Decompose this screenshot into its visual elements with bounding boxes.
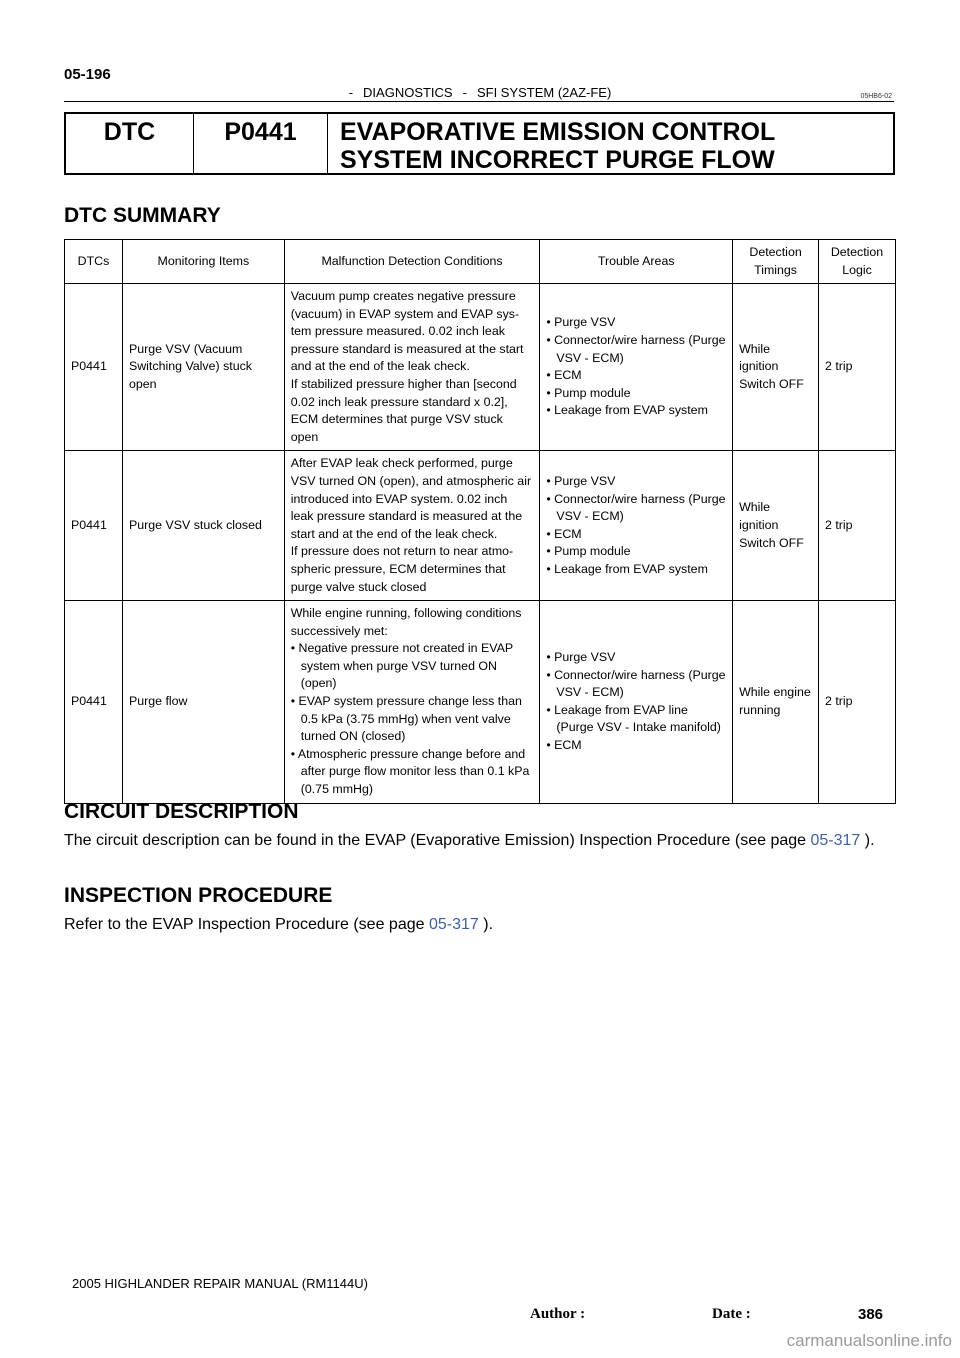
watermark: carmanualsonline.info [786, 1331, 952, 1350]
dtc-summary-table [64, 239, 896, 804]
conditions-list [291, 640, 534, 798]
trouble-area-item: • Purge VSV [546, 649, 726, 667]
column-header: Monitoring Items [122, 240, 284, 284]
trouble-area-item: • Leakage from EVAP system [546, 402, 726, 420]
circuit-page-link[interactable]: 05-317 [810, 832, 861, 849]
header-rule [64, 101, 894, 102]
trouble-areas-list [546, 473, 726, 579]
trouble-areas-cell [540, 284, 733, 451]
running-header [0, 85, 960, 100]
trouble-areas-cell [540, 601, 733, 804]
conditions-text: After EVAP leak check performed, purge VSV turned ON (open), and atmospheric air introduced into EVAP system. 0.02 inch leak pressure standard is measured at the start and at the end of the leak check. If pressure does not return to near atmo-spheric pressure, ECM determines that purge valve stuck closed [290, 456, 532, 594]
trouble-area-item: • Connector/wire harness (Purge VSV - ECM) [546, 667, 726, 702]
trouble-area-item: • ECM [546, 367, 726, 385]
detection-timing-cell: While ignition Switch OFF [733, 284, 819, 451]
table-row [65, 601, 896, 804]
column-header: Malfunction Detection Conditions [284, 240, 540, 284]
trouble-area-item: • Leakage from EVAP line (Purge VSV - Intake manifold) [546, 702, 726, 737]
detection-logic-cell: 2 trip [819, 601, 896, 804]
footer-date-label: Date : [712, 1306, 751, 1322]
dtc-cell: P0441 [65, 284, 123, 451]
trouble-area-item: • Pump module [546, 543, 726, 561]
trouble-area-item: • Purge VSV [546, 473, 726, 491]
dtc-code: P0441 [194, 114, 328, 173]
trouble-areas-list [546, 649, 726, 755]
dtc-cell: P0441 [65, 601, 123, 804]
condition-item: • Negative pressure not created in EVAP system when purge VSV turned ON (open) [291, 640, 534, 693]
trouble-area-item: • Pump module [546, 385, 726, 403]
inspection-text: Refer to the EVAP Inspection Procedure (see page [64, 916, 429, 933]
trouble-area-item: • ECM [546, 737, 726, 755]
detection-conditions-cell [284, 451, 540, 601]
circuit-description-text [64, 829, 896, 853]
column-header: Trouble Areas [540, 240, 733, 284]
trouble-areas-list [546, 314, 726, 420]
inspection-procedure-heading: INSPECTION PROCEDURE [64, 884, 333, 907]
header-subsection: SFI SYSTEM (2AZ-FE) [476, 85, 612, 100]
condition-item: • Atmospheric pressure change before and after purge flow monitor less than 0.1 kPa (0.75 mmHg) [291, 746, 534, 799]
detection-conditions-cell [284, 284, 540, 451]
trouble-area-item: • Leakage from EVAP system [546, 561, 726, 579]
monitoring-item-cell: Purge flow [122, 601, 284, 804]
page-number: 05-196 [64, 66, 111, 83]
detection-conditions-cell [284, 601, 540, 804]
detection-logic-cell: 2 trip [819, 284, 896, 451]
dtc-label: DTC [66, 114, 194, 173]
dtc-summary-heading: DTC SUMMARY [64, 204, 221, 227]
footer-manual-title: 2005 HIGHLANDER REPAIR MANUAL (RM1144U) [72, 1276, 368, 1291]
detection-timing-cell: While ignition Switch OFF [733, 451, 819, 601]
trouble-areas-cell [540, 451, 733, 601]
inspection-text-end: ). [478, 916, 494, 933]
dtc-cell: P0441 [65, 451, 123, 601]
header-section: DIAGNOSTICS [363, 85, 453, 100]
table-row [65, 451, 896, 601]
monitoring-item-cell: Purge VSV (Vacuum Switching Valve) stuck open [122, 284, 284, 451]
table-row [65, 284, 896, 451]
trouble-area-item: • Connector/wire harness (Purge VSV - ECM) [546, 491, 726, 526]
document-code: 05HB6-02 [860, 93, 892, 100]
inspection-procedure-text [64, 913, 896, 937]
circuit-description-heading: CIRCUIT DESCRIPTION [64, 800, 299, 823]
footer-author-label: Author : [530, 1306, 586, 1322]
detection-logic-cell: 2 trip [819, 451, 896, 601]
footer-page-number: 386 [858, 1306, 884, 1323]
dtc-title-box [64, 112, 895, 175]
conditions-text: While engine running, following conditions successively met: [290, 606, 522, 638]
trouble-area-item: • Connector/wire harness (Purge VSV - ECM) [546, 332, 726, 367]
header-separator: - [348, 85, 354, 100]
detection-timing-cell: While engine running [733, 601, 819, 804]
trouble-area-item: • Purge VSV [546, 314, 726, 332]
trouble-area-item: • ECM [546, 526, 726, 544]
column-header: DTCs [65, 240, 123, 284]
table-header-row [65, 240, 896, 284]
column-header: Detection Logic [819, 240, 896, 284]
column-header: Detection Timings [733, 240, 819, 284]
monitoring-item-cell: Purge VSV stuck closed [122, 451, 284, 601]
conditions-text: Vacuum pump creates negative pressure (vacuum) in EVAP system and EVAP sys-tem pressure measured. 0.02 inch leak pressure standard is measured at the start and at the end of the leak check. If stabilized pressure higher than [second 0.02 inch leak pressure standard x 0.2], ECM determines that purge VSV stuck open [290, 289, 524, 444]
circuit-text: The circuit description can be found in the EVAP (Evaporative Emission) Inspection Procedure (see page [64, 832, 811, 849]
dtc-title: EVAPORATIVE EMISSION CONTROL SYSTEM INCORRECT PURGE FLOW [340, 118, 776, 174]
inspection-page-link[interactable]: 05-317 [428, 916, 479, 933]
header-separator-2: - [462, 85, 467, 100]
condition-item: • EVAP system pressure change less than 0.5 kPa (3.75 mmHg) when vent valve turned ON (closed) [291, 693, 534, 746]
circuit-text-end: ). [860, 832, 875, 849]
